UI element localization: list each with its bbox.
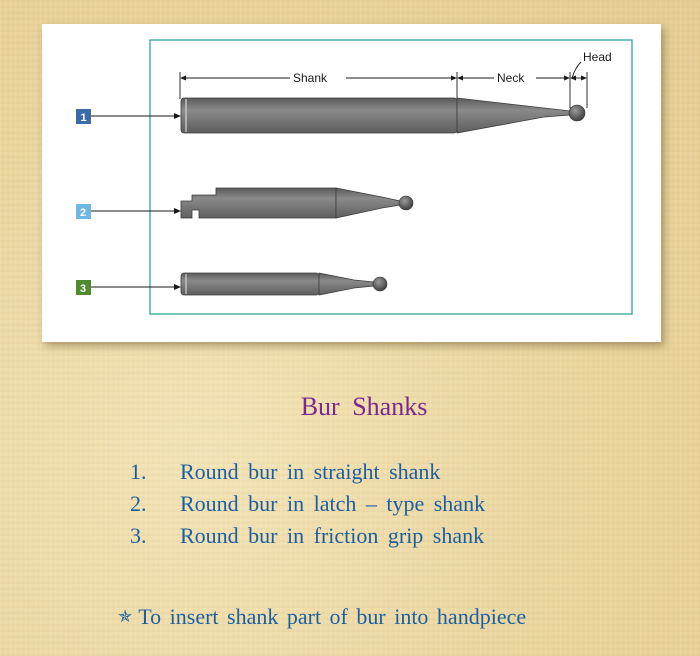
neck-label: Neck — [497, 71, 525, 85]
marker-3-number: 3 — [80, 283, 87, 295]
friction-grip-shank-bur — [181, 273, 387, 295]
list-item — [130, 520, 485, 552]
marker-2 — [76, 204, 181, 219]
slide-title: Bur Shanks — [300, 392, 428, 421]
list-item — [130, 488, 485, 520]
list-item-number: 2. — [130, 491, 147, 516]
bur-diagram-figure — [42, 24, 661, 342]
star-icon: ✯ — [118, 607, 133, 626]
marker-1 — [76, 109, 181, 124]
straight-shank-bur — [181, 98, 585, 133]
bur-type-list — [130, 456, 485, 552]
latch-type-shank-bur — [181, 188, 413, 218]
marker-1-number: 1 — [80, 112, 87, 124]
list-item-text: Round bur in latch – type shank — [180, 491, 486, 516]
bur-diagram-svg — [42, 24, 661, 342]
shank-label: Shank — [293, 71, 328, 85]
list-item-number: 1. — [130, 459, 147, 484]
list-item — [130, 456, 485, 488]
marker-2-number: 2 — [80, 207, 87, 219]
list-item-text: Round bur in straight shank — [180, 459, 441, 484]
list-item-number: 3. — [130, 523, 147, 548]
footnote-text: To insert shank part of bur into handpiece — [138, 604, 527, 629]
list-item-text: Round bur in friction grip shank — [180, 523, 485, 548]
head-label: Head — [583, 50, 612, 64]
marker-3 — [76, 280, 181, 295]
footnote — [118, 604, 526, 630]
